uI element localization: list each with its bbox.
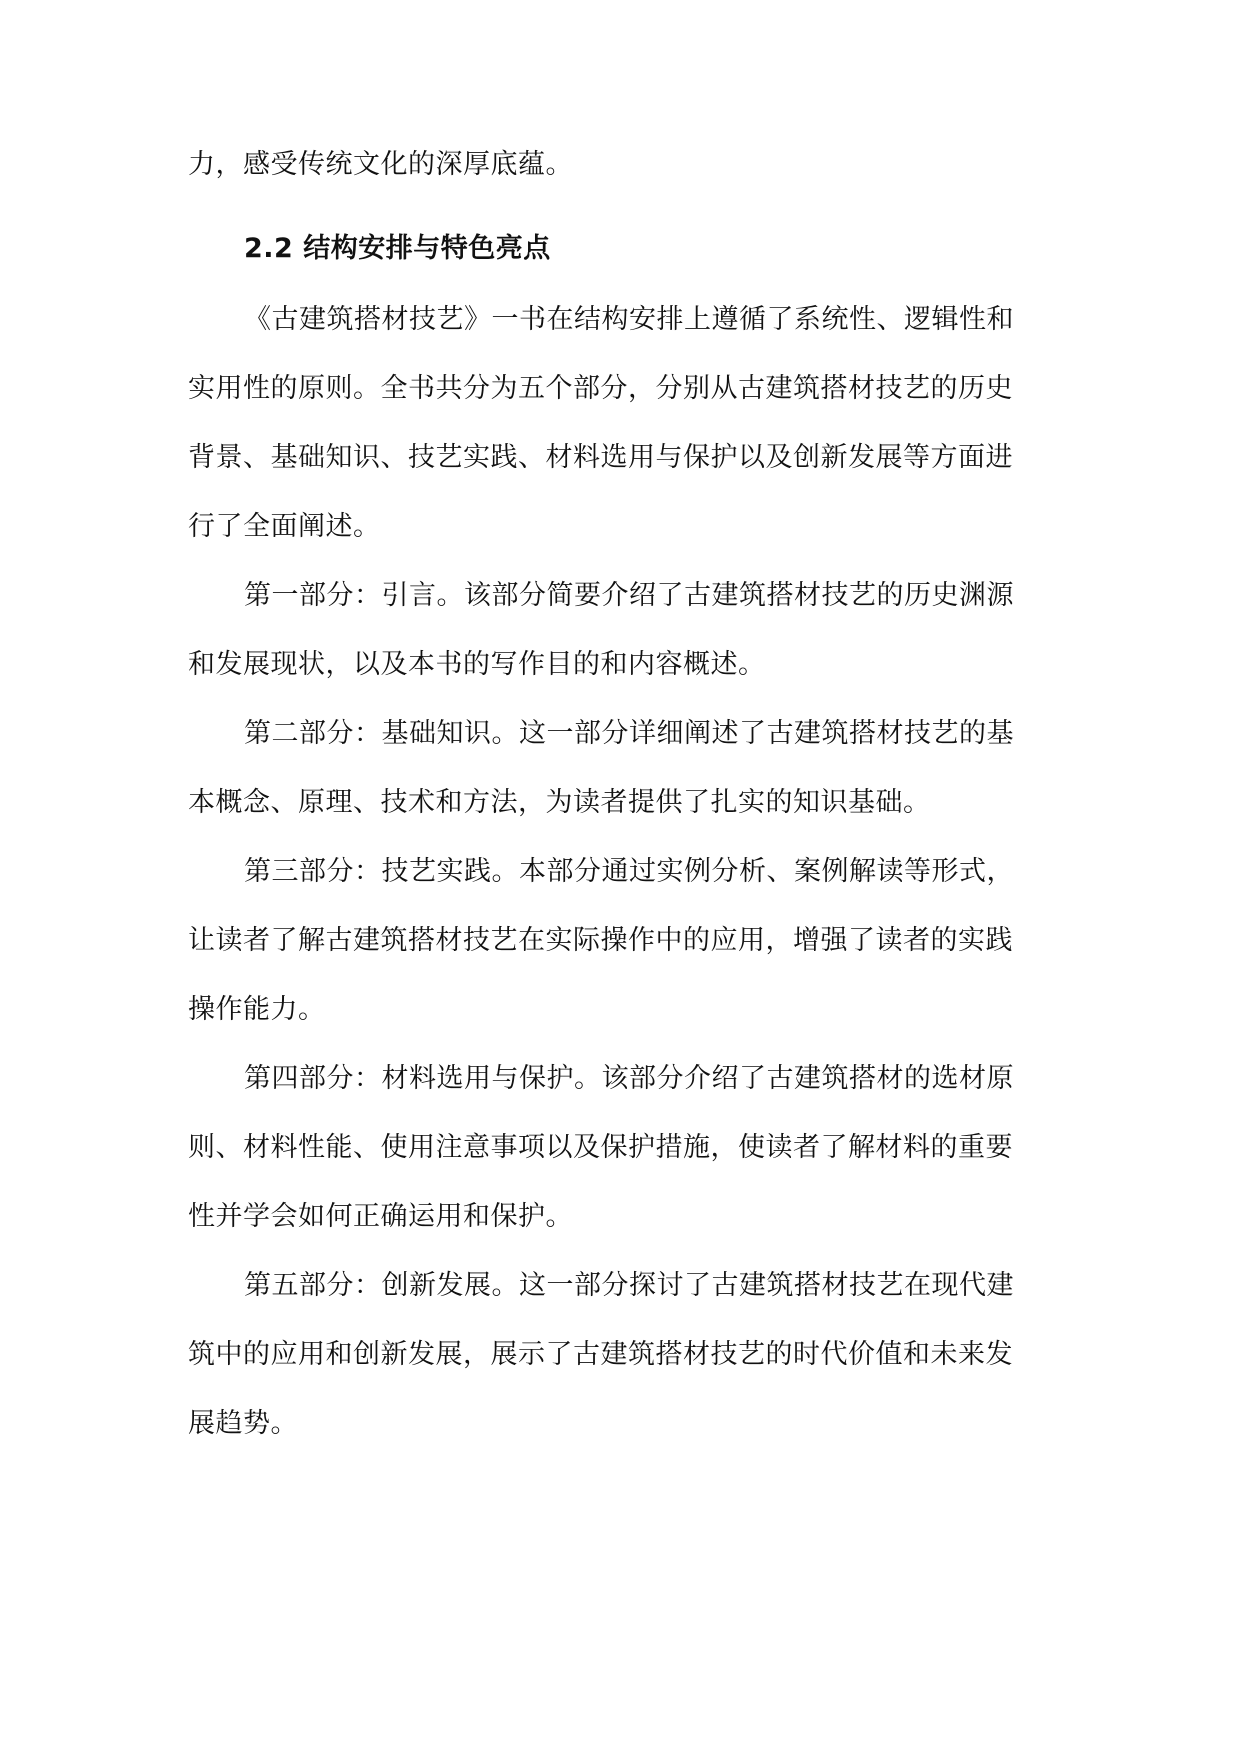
paragraph-line: 背景、基础知识、技艺实践、材料选用与保护以及创新发展等方面进 [188,442,1013,473]
paragraph-line: 性并学会如何正确运用和保护。 [188,1201,573,1232]
paragraph-line: 第四部分：材料选用与保护。该部分介绍了古建筑搭材的选材原 [244,1063,1014,1094]
paragraph-line: 《古建筑搭材技艺》一书在结构安排上遵循了系统性、逻辑性和 [244,304,1014,335]
paragraph-line: 第三部分：技艺实践。本部分通过实例分析、案例解读等形式， [244,856,1014,887]
paragraph-line: 第一部分：引言。该部分简要介绍了古建筑搭材技艺的历史渊源 [244,580,1014,611]
paragraph-line: 第二部分：基础知识。这一部分详细阐述了古建筑搭材技艺的基 [244,718,1014,749]
paragraph-line: 行了全面阐述。 [188,511,381,542]
paragraph-line: 让读者了解古建筑搭材技艺在实际操作中的应用，增强了读者的实践 [188,925,1013,956]
paragraph-line: 筑中的应用和创新发展，展示了古建筑搭材技艺的时代价值和未来发 [188,1339,1013,1370]
section-heading: 2.2 结构安排与特色亮点 [244,233,551,264]
paragraph-line: 力，感受传统文化的深厚底蕴。 [188,149,573,180]
paragraph-line: 则、材料性能、使用注意事项以及保护措施，使读者了解材料的重要 [188,1132,1013,1163]
paragraph-line: 本概念、原理、技术和方法，为读者提供了扎实的知识基础。 [188,787,931,818]
paragraph-line: 实用性的原则。全书共分为五个部分，分别从古建筑搭材技艺的历史 [188,373,1013,404]
paragraph-line: 操作能力。 [188,994,326,1025]
paragraph-line: 展趋势。 [188,1408,298,1439]
paragraph-line: 和发展现状，以及本书的写作目的和内容概述。 [188,649,766,680]
paragraph-line: 第五部分：创新发展。这一部分探讨了古建筑搭材技艺在现代建 [244,1270,1014,1301]
